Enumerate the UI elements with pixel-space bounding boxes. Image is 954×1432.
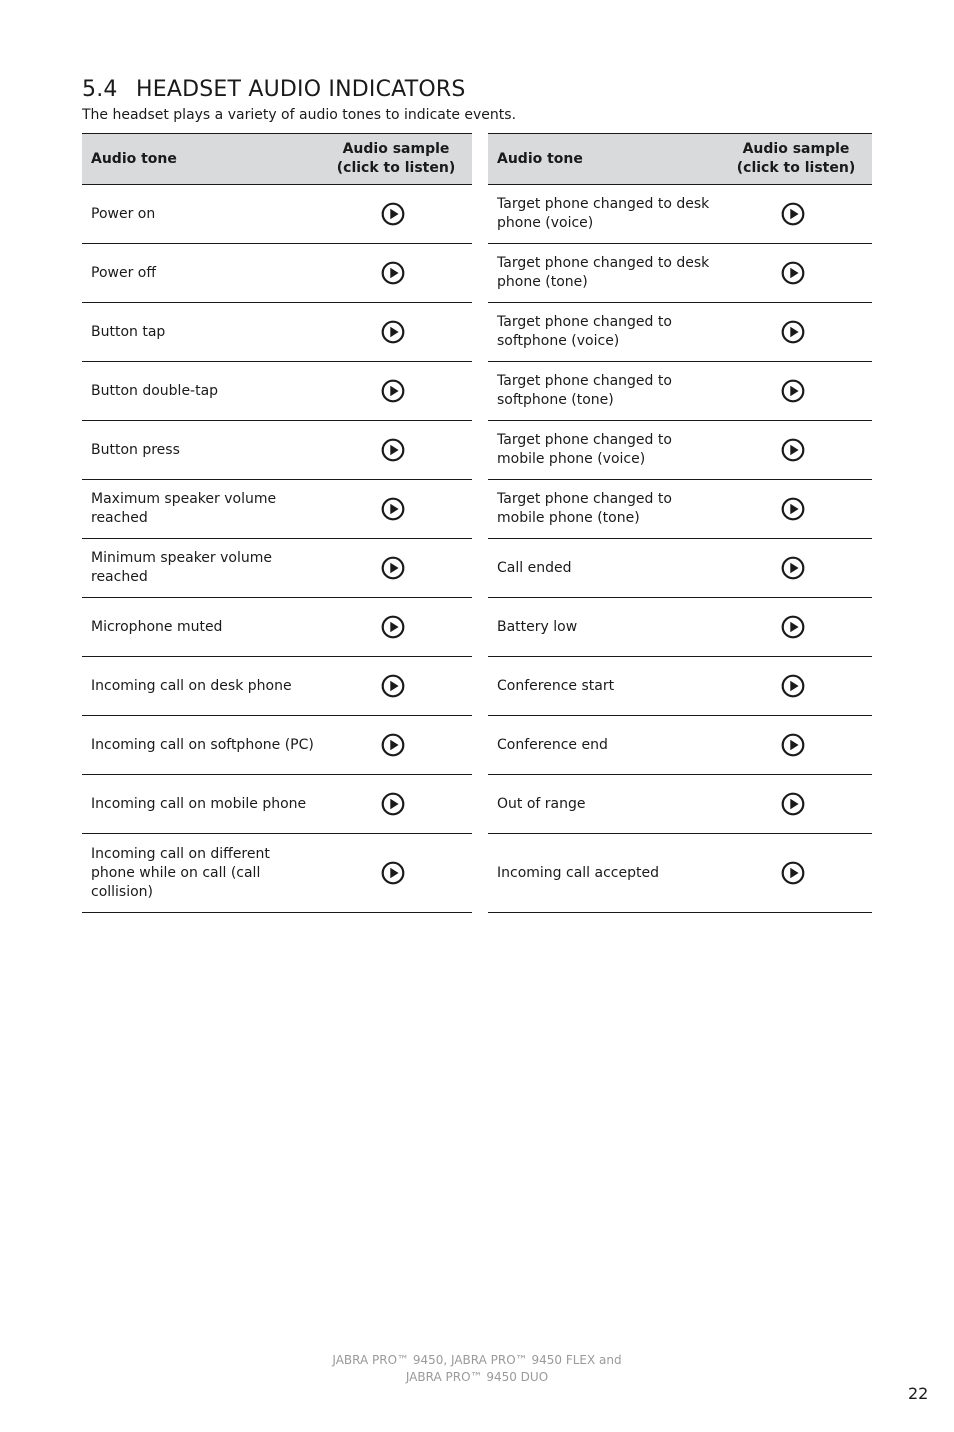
audio-tone-label: Minimum speaker volume reached	[91, 550, 272, 585]
audio-tone-label: Out of range	[497, 795, 586, 812]
section-intro: The headset plays a variety of audio tones to indicate events.	[82, 107, 517, 123]
audio-sample-cell	[317, 438, 469, 462]
footer-line1: JABRA PRO™ 9450, JABRA PRO™ 9450 FLEX and	[332, 1353, 622, 1367]
table-row	[488, 480, 872, 539]
table-row	[488, 185, 872, 244]
table-header	[82, 133, 472, 185]
audio-sample-cell	[317, 261, 469, 285]
table-row	[82, 362, 472, 421]
audio-sample-cell	[317, 379, 469, 403]
header-audio-sample-line1: Audio sample	[342, 141, 450, 157]
audio-sample-cell	[317, 320, 469, 344]
play-circle-icon[interactable]	[381, 320, 405, 344]
table-row	[488, 775, 872, 834]
play-circle-icon[interactable]	[381, 497, 405, 521]
play-circle-icon[interactable]	[781, 733, 805, 757]
audio-sample-cell	[717, 497, 869, 521]
table-header	[488, 133, 872, 185]
audio-tones-table-left	[82, 133, 472, 913]
audio-sample-cell	[317, 792, 469, 816]
audio-tone-label: Incoming call on softphone (PC)	[91, 736, 314, 753]
audio-tone-label: Incoming call accepted	[497, 864, 659, 881]
header-audio-sample	[320, 140, 472, 178]
audio-tone-label: Power off	[91, 264, 156, 281]
audio-tone-label: Incoming call on mobile phone	[91, 795, 307, 812]
section-heading	[82, 77, 466, 102]
table-row	[488, 834, 872, 913]
play-circle-icon[interactable]	[781, 674, 805, 698]
header-audio-sample-line1: Audio sample	[742, 141, 850, 157]
play-circle-icon[interactable]	[381, 202, 405, 226]
footer-line2: JABRA PRO™ 9450 DUO	[405, 1370, 549, 1384]
play-circle-icon[interactable]	[781, 792, 805, 816]
header-audio-sample-line2: (click to listen)	[336, 160, 456, 176]
table-row	[488, 598, 872, 657]
play-circle-icon[interactable]	[781, 261, 805, 285]
table-row	[488, 362, 872, 421]
header-audio-sample	[720, 140, 872, 178]
play-circle-icon[interactable]	[781, 615, 805, 639]
table-row	[82, 716, 472, 775]
audio-tone-label: Target phone changed to desk phone (tone)	[497, 255, 710, 290]
play-circle-icon[interactable]	[781, 320, 805, 344]
section-title: HEADSET AUDIO INDICATORS	[136, 77, 466, 102]
play-circle-icon[interactable]	[381, 261, 405, 285]
audio-tone-label: Power on	[91, 205, 156, 222]
audio-sample-cell	[717, 320, 869, 344]
play-circle-icon[interactable]	[781, 379, 805, 403]
table-row	[82, 657, 472, 716]
audio-tone-label: Button double-tap	[91, 382, 219, 399]
audio-tone-label: Target phone changed to desk phone (voice)	[497, 196, 710, 231]
header-audio-tone: Audio tone	[91, 151, 177, 167]
audio-sample-cell	[717, 733, 869, 757]
audio-sample-cell	[317, 556, 469, 580]
audio-tone-label: Microphone muted	[91, 618, 223, 635]
table-row	[488, 303, 872, 362]
play-circle-icon[interactable]	[781, 556, 805, 580]
audio-sample-cell	[717, 438, 869, 462]
audio-tone-label: Call ended	[497, 559, 572, 576]
audio-sample-cell	[317, 674, 469, 698]
audio-tone-label: Battery low	[497, 618, 578, 635]
table-row	[488, 244, 872, 303]
table-row	[82, 539, 472, 598]
header-audio-sample-line2: (click to listen)	[736, 160, 856, 176]
audio-sample-cell	[717, 861, 869, 885]
audio-tone-label: Conference end	[497, 736, 608, 753]
audio-tone-label: Target phone changed to mobile phone (tone)	[497, 491, 672, 526]
page-number: 22	[908, 1384, 929, 1403]
table-row	[82, 834, 472, 913]
audio-sample-cell	[317, 202, 469, 226]
table-body	[488, 185, 872, 913]
audio-tone-label: Button press	[91, 441, 180, 458]
section-number: 5.4	[82, 77, 118, 102]
audio-tones-table-right	[488, 133, 872, 913]
audio-sample-cell	[317, 861, 469, 885]
audio-sample-cell	[717, 556, 869, 580]
audio-sample-cell	[317, 733, 469, 757]
table-row	[82, 244, 472, 303]
play-circle-icon[interactable]	[381, 379, 405, 403]
table-row	[82, 480, 472, 539]
play-circle-icon[interactable]	[381, 733, 405, 757]
play-circle-icon[interactable]	[781, 202, 805, 226]
audio-tone-label: Target phone changed to softphone (tone)	[497, 373, 672, 408]
audio-tone-label: Incoming call on different phone while on call (call collision)	[91, 845, 270, 900]
audio-sample-cell	[717, 202, 869, 226]
table-row	[488, 421, 872, 480]
table-body	[82, 185, 472, 913]
header-audio-tone: Audio tone	[497, 151, 583, 167]
audio-sample-cell	[717, 792, 869, 816]
table-row	[488, 716, 872, 775]
play-circle-icon[interactable]	[381, 674, 405, 698]
audio-sample-cell	[317, 615, 469, 639]
audio-sample-cell	[717, 261, 869, 285]
play-circle-icon[interactable]	[381, 861, 405, 885]
audio-tone-label: Conference start	[497, 677, 615, 694]
table-row	[82, 775, 472, 834]
table-row	[82, 185, 472, 244]
table-row	[488, 657, 872, 716]
audio-tone-label: Button tap	[91, 323, 166, 340]
table-row	[488, 539, 872, 598]
play-circle-icon[interactable]	[381, 438, 405, 462]
audio-sample-cell	[717, 615, 869, 639]
audio-sample-cell	[717, 674, 869, 698]
audio-tone-label: Target phone changed to mobile phone (voice)	[497, 432, 672, 467]
audio-tone-label: Maximum speaker volume reached	[91, 491, 277, 526]
audio-tone-label: Incoming call on desk phone	[91, 677, 292, 694]
table-row	[82, 598, 472, 657]
audio-sample-cell	[317, 497, 469, 521]
play-circle-icon[interactable]	[381, 792, 405, 816]
play-circle-icon[interactable]	[781, 497, 805, 521]
footer	[0, 1352, 954, 1386]
play-circle-icon[interactable]	[381, 556, 405, 580]
table-row	[82, 303, 472, 362]
play-circle-icon[interactable]	[781, 438, 805, 462]
table-row	[82, 421, 472, 480]
audio-sample-cell	[717, 379, 869, 403]
play-circle-icon[interactable]	[781, 861, 805, 885]
audio-tone-label: Target phone changed to softphone (voice)	[497, 314, 672, 349]
play-circle-icon[interactable]	[381, 615, 405, 639]
